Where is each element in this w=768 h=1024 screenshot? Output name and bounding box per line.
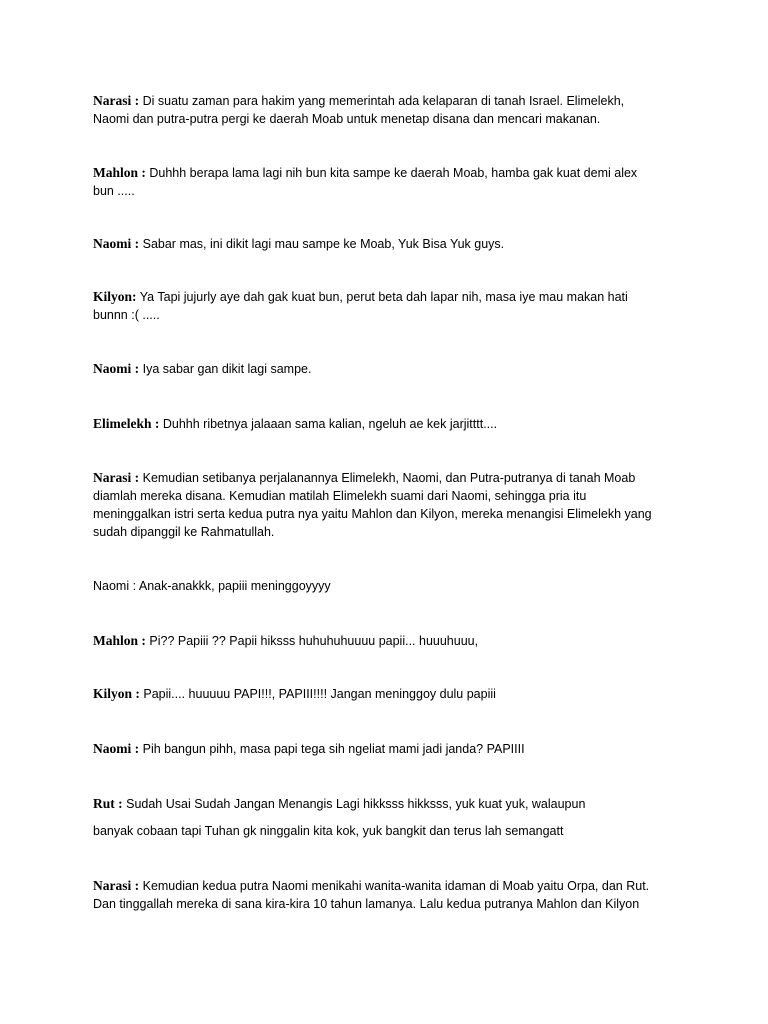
dialogue-naomi-1: [93, 235, 693, 253]
dialogue-rut-continuation: [93, 822, 693, 840]
dialogue-text: Pi?? Papiii ?? Papii hiksss huhuhuhuuuu papii... huuuhuuu,: [149, 634, 479, 648]
dialogue-line: [93, 469, 693, 487]
dialogue-line: [93, 92, 693, 110]
dialogue-text: Sabar mas, ini dikit lagi mau sampe ke Moab, Yuk Bisa Yuk guys.: [142, 237, 505, 251]
dialogue-line: [93, 685, 693, 703]
dialogue-line: [93, 415, 693, 433]
speaker-name: Naomi :: [93, 236, 140, 251]
dialogue-narasi-1: [93, 92, 693, 128]
dialogue-line: diamlah mereka disana. Kemudian matilah Elimelekh suami dari Naomi, sehingga pria itu: [93, 489, 587, 503]
dialogue-naomi-3: [93, 577, 693, 595]
speaker-name: Elimelekh :: [93, 416, 160, 431]
dialogue-line: banyak cobaan tapi Tuhan gk ninggalin kita kok, yuk bangkit dan terus lah semangatt: [93, 824, 564, 838]
dialogue-kilyon-2: [93, 685, 693, 703]
dialogue-line: Dan tinggallah mereka di sana kira-kira 10 tahun lamanya. Lalu kedua putranya Mahlon dan Kilyon: [93, 897, 640, 911]
dialogue-kilyon-1: [93, 288, 693, 324]
speaker-name: Narasi :: [93, 93, 140, 108]
speaker-name: Naomi :: [93, 361, 140, 376]
dialogue-line: [93, 360, 693, 378]
dialogue-rut-1: [93, 795, 693, 813]
dialogue-text: Anak-anakkk, papiii meninggoyyyy: [138, 579, 331, 593]
dialogue-line: [93, 632, 693, 650]
speaker-name: Narasi :: [93, 470, 140, 485]
dialogue-line: [93, 877, 693, 895]
dialogue-text: Kemudian kedua putra Naomi menikahi wanita-wanita idaman di Moab yaitu Orpa, dan Rut.: [142, 879, 650, 893]
dialogue-line: Naomi dan putra-putra pergi ke daerah Moab untuk menetap disana dan mencari makanan.: [93, 112, 601, 126]
dialogue-text: Papii.... huuuuu PAPI!!!, PAPIII!!!! Jangan meninggoy dulu papiii: [143, 687, 496, 701]
dialogue-line: [93, 288, 693, 306]
dialogue-mahlon-2: [93, 632, 693, 650]
dialogue-text: Duhhh berapa lama lagi nih bun kita sampe ke daerah Moab, hamba gak kuat demi alex: [149, 166, 638, 180]
dialogue-line: meninggalkan istri serta kedua putra nya yaitu Mahlon dan Kilyon, mereka menangisi Elimelekh yang: [93, 507, 652, 521]
dialogue-line: bun .....: [93, 184, 135, 198]
dialogue-elimelekh-1: [93, 415, 693, 433]
dialogue-narasi-3: [93, 877, 693, 913]
speaker-name: Kilyon:: [93, 289, 137, 304]
speaker-name: Narasi :: [93, 878, 140, 893]
dialogue-text: Di suatu zaman para hakim yang memerintah ada kelaparan di tanah Israel. Elimelekh,: [142, 94, 625, 108]
dialogue-naomi-4: [93, 740, 693, 758]
speaker-name: Mahlon :: [93, 165, 146, 180]
dialogue-line: [93, 164, 693, 182]
dialogue-mahlon-1: [93, 164, 693, 200]
dialogue-text: Duhhh ribetnya jalaaan sama kalian, ngeluh ae kek jarjitttt....: [162, 417, 498, 431]
speaker-name: Naomi :: [93, 579, 137, 593]
dialogue-text: Kemudian setibanya perjalanannya Elimelekh, Naomi, dan Putra-putranya di tanah Moab: [142, 471, 636, 485]
dialogue-line: sudah dipanggil ke Rahmatullah.: [93, 525, 275, 539]
dialogue-text: Sudah Usai Sudah Jangan Menangis Lagi hikksss hikksss, yuk kuat yuk, walaupun: [126, 797, 586, 811]
dialogue-line: [93, 235, 693, 253]
dialogue-text: Ya Tapi jujurly aye dah gak kuat bun, perut beta dah lapar nih, masa iye mau makan hati: [139, 290, 628, 304]
dialogue-text: Pih bangun pihh, masa papi tega sih ngeliat mami jadi janda? PAPIIII: [142, 742, 525, 756]
dialogue-narasi-2: [93, 469, 693, 541]
dialogue-line: [93, 740, 693, 758]
speaker-name: Naomi :: [93, 741, 140, 756]
dialogue-line: [93, 795, 693, 813]
dialogue-line: bunnn :( .....: [93, 308, 160, 322]
dialogue-line: [93, 577, 693, 595]
speaker-name: Mahlon :: [93, 633, 146, 648]
dialogue-text: Iya sabar gan dikit lagi sampe.: [142, 362, 312, 376]
speaker-name: Kilyon :: [93, 686, 140, 701]
dialogue-naomi-2: [93, 360, 693, 378]
speaker-name: Rut :: [93, 796, 123, 811]
